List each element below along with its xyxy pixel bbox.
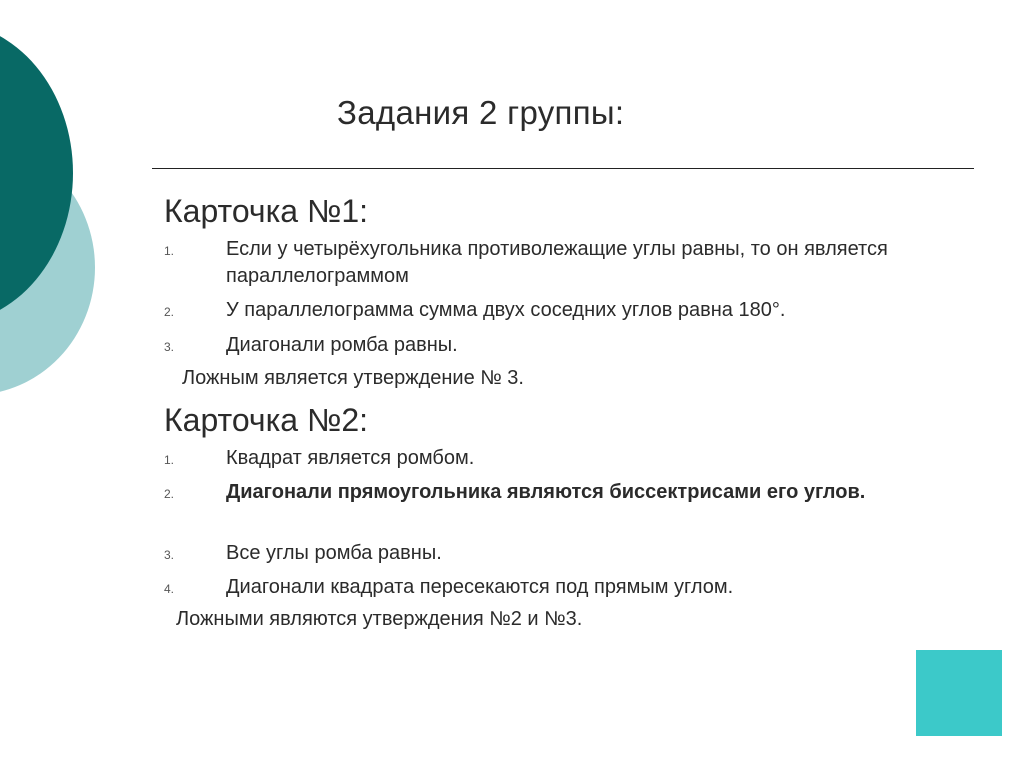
- decorative-square: [916, 650, 1002, 736]
- item-number: 1.: [164, 453, 175, 467]
- card-1-item-3: [164, 332, 964, 359]
- item-text: Диагонали прямоугольника являются биссектрисами его углов.: [226, 481, 866, 503]
- item-number: 3.: [164, 340, 175, 354]
- item-text: Диагонали квадрата пересекаются под прямым углом.: [226, 576, 734, 598]
- item-text: Квадрат является ромбом.: [226, 447, 475, 469]
- item-text: Если у четырёхугольника противолежащие углы равны, то он является параллелограммом: [226, 238, 888, 287]
- card-2-item-3: [164, 540, 964, 567]
- card-2-item-4: [164, 574, 964, 601]
- item-number: 2.: [164, 305, 175, 319]
- item-text: Диагонали ромба равны.: [226, 334, 458, 356]
- item-text: Все углы ромба равны.: [226, 542, 442, 564]
- card-1-heading: Карточка №1:: [164, 193, 368, 229]
- card-2-heading: Карточка №2:: [164, 402, 368, 438]
- item-text: У параллелограмма сумма двух соседних углов равна 180°.: [226, 299, 786, 321]
- item-number: 3.: [164, 548, 175, 562]
- item-number: 4.: [164, 582, 175, 596]
- card-1-item-2: [164, 297, 964, 324]
- card-1-conclusion: Ложным является утверждение № 3.: [182, 367, 524, 389]
- item-number: 2.: [164, 487, 175, 501]
- item-number: 1.: [164, 244, 175, 258]
- title-divider: [152, 168, 974, 169]
- card-2-item-2: [164, 479, 964, 506]
- slide-title: Задания 2 группы:: [337, 94, 625, 131]
- card-2-conclusion: Ложными являются утверждения №2 и №3.: [176, 608, 583, 630]
- card-2-item-1: [164, 445, 964, 472]
- card-1-item-1: [164, 236, 964, 290]
